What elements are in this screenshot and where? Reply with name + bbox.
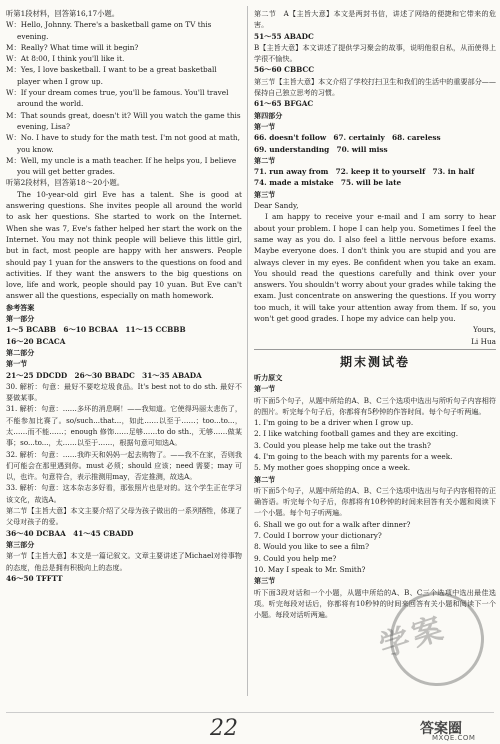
letter-signature: Li Hua xyxy=(471,336,496,346)
dialog-line: M：Well, my uncle is a math teacher. If he helps you, I believe you will get better grades. xyxy=(6,155,237,177)
listening-sentence: 1. I'm going to be a driver when I grow up. xyxy=(254,418,414,428)
listening-sentence: 7. Could I borrow your dictionary? xyxy=(254,531,382,541)
letter-body: I am happy to receive your e-mail and I am sorry to hear about your problem. I hope I can help you. Sometimes I feel the same way as you do. I also feel a little nervous before exams. Maybe everyone does. I don't think you are stupid and you are always clever in my eyes. Be confident when you take an exam. You should read the questions carefully and think over your answers. You shouldn't worry about your grades while taking the exam. Just concentrate on answering the questions. If you worry too much, it will take your attention away from them. If so, you won't get good grades. I hope my advice can help you. xyxy=(254,212,496,324)
answers-1-15: 1～5 BCABB 6～10 BCBAA 11～15 CCBBB xyxy=(6,325,186,335)
fill-answers-line: 71. run away from 72. keep it to yourself 73. in half xyxy=(254,167,475,177)
part-4-heading: 第四部分 xyxy=(254,110,283,120)
part-2-heading: 第二部分 xyxy=(6,347,35,357)
section-2a-intro: 第二节 A【主旨大意】本文是两封书信，讲述了网络的便捷和它带来的危害。 xyxy=(254,9,496,30)
listening-sentence: 9. Could you help me? xyxy=(254,553,337,563)
letter-closing: Yours, xyxy=(473,325,496,335)
section-3-intro: 第三节【主旨大意】本文介绍了学校打扫卫生和我们的生活中的重要部分——保持自己独立思考的习惯。 xyxy=(254,76,496,98)
section-1-heading: 第一节 xyxy=(254,121,276,131)
letter-salutation: Dear Sandy, xyxy=(254,201,299,211)
fill-answers-line: 66. doesn't follow 67. certainly 68. careless xyxy=(254,133,441,143)
listening-passage: The 10-year-old girl Eve has a talent. She is good at answering questions. She invites people all around the world to ask her questions. She started to work on the Internet. When she was 7, Eve's father helped her start the work on the Internet. You may not think people will believe this little girl, but in fact, most people are happy with her answers. People should pay 1 yuan for the answers to the questions on food and activities. If they want the answers to the big questions on love, life and work, people should pay 10 yuan. But Eve can't answer all the questions, especially on math homework. xyxy=(6,189,242,301)
dialog-line: M：That sounds great, doesn't it? Will you watch the game this evening, Lisa? xyxy=(6,110,241,131)
listening-sentence: 4. I'm going to the beach with my parents for a week. xyxy=(254,451,453,461)
section-2b-intro: B【主旨大意】本文讲述了提供学习聚会的故事，说明他很自私，从而使得上学很不愉快。 xyxy=(254,42,496,64)
answers-16-20: 16～20 BCACA xyxy=(6,336,66,346)
section-2-heading: 第二节 xyxy=(254,155,276,165)
dialog-line: W：If your dream comes true, you'll be famous. You'll travel around the world. xyxy=(6,88,229,109)
part-3-heading: 第三部分 xyxy=(6,539,35,549)
section-rule xyxy=(254,349,496,350)
answers-36-45: 36～40 DCBAA 41～45 CBADD xyxy=(6,528,134,538)
exam-title: 期末测试卷 xyxy=(339,354,410,369)
part-3-intro: 第一节【主旨大意】本文是一篇记叙文。文章主要讲述了Michael对待事物的态度，他总是拥有积极向上的态度。 xyxy=(6,551,242,572)
dialog-line: W：Hello, Johnny. There's a basketball game on TV this evening. xyxy=(6,20,212,41)
listening-section-2-intro: 听下面5个句子，从题中所给的A、B、C三个选项中选出与句子内容相符的正确答语。听完每个句子后，你都将有10秒钟的时间来回答有关小题和阅读下一个小题。每个句子听两遍。 xyxy=(254,485,496,518)
listening-sentence: 8. Would you like to see a film? xyxy=(254,542,370,552)
page-number: 22 xyxy=(210,716,238,741)
answers-title: 参考答案 xyxy=(6,302,35,312)
section-3-heading: 第三节 xyxy=(254,189,276,199)
dialog-line: M：Really? What time will it begin? xyxy=(6,42,139,52)
listening-section-3: 第三节 xyxy=(254,576,276,586)
section-2-intro: 第二节【主旨大意】本文主要介绍了父母为孩子做出的一系列牺牲，体现了父母对孩子的爱。 xyxy=(6,506,242,527)
answers-51-55: 51～55 ABADC xyxy=(254,31,314,41)
note-33: 33. 解析：句意：这本杂志多好看，那张照片也是对的。这个学生正在学习该文化，故选A。 xyxy=(6,483,242,504)
footer-rule xyxy=(6,712,494,713)
left-column xyxy=(6,8,242,584)
note-32: 32. 解析：句意：……我昨天和妈妈一起去购物了。——我不在家，否则我们可能会在那里遇到你。must 必须；should 应该；need 需要；may 可以，也许。句意符合，表示推测用may，否定推测，故选A。 xyxy=(6,449,242,482)
listening-section-1-intro: 听下面5个句子，从题中所给的A、B、C三个选项中选出与所听句子内容相符的图片。听完每个句子后，你都将有5秒钟的作答时间。每个句子听两遍。 xyxy=(254,395,496,416)
dialog-line: W：No. I have to study for the math test. I'm not good at math, you know. xyxy=(6,133,240,154)
dialog-line: M：Yes, I love basketball. I want to be a great basketball player when I grow up. xyxy=(6,65,217,86)
listen-intro-2: 听第2段材料，回答第18～20小题。 xyxy=(6,178,125,188)
watermark-stamp: 学案 xyxy=(375,610,451,665)
answers-61-65: 61～65 BFGAC xyxy=(254,99,314,109)
part-1-heading: 第一部分 xyxy=(6,314,35,324)
listening-sentence: 6. Shall we go out for a walk after dinner? xyxy=(254,519,411,529)
note-31: 31. 解析：句意：……多坏的消息啊！——我知道。它使得玛丽太悲伤了，不能参加比赛了。so/such...that...，如此……以至于……；too...to...，太……而不能……；enough 修饰……足够……to do sth.，无够……做某事；so...to...，太……以至于……，根据句意可知选A。 xyxy=(6,404,242,448)
section-1-heading: 第一节 xyxy=(6,359,28,369)
listening-sentence: 10. May I speak to Mr. Smith? xyxy=(254,564,366,574)
listening-section-2: 第二节 xyxy=(254,474,276,484)
dialog xyxy=(6,19,242,177)
site-url: MXQE.COM xyxy=(432,734,476,742)
answers-21-35: 21～25 DDCDD 26～30 BBADC 31～35 ABADA xyxy=(6,370,202,380)
listening-sentence: 5. My mother goes shopping once a week. xyxy=(254,463,411,473)
column-divider xyxy=(247,6,248,696)
fill-answers-line: 69. understanding 70. will miss xyxy=(254,144,388,154)
listening-section-3-intro: 听下面3段对话和一个小题，从题中所给的A、B、C三个选项中选出最佳选项。听完每段对话后，你都将有10秒钟的时间来回答有关小题和阅读下一个小题。每段对话听两遍。 xyxy=(254,587,496,620)
listening-script-heading: 听力原文 xyxy=(254,372,283,382)
answers-46-50: 46～50 TFFTT xyxy=(6,573,63,583)
fill-answers-line: 74. made a mistake 75. will be late xyxy=(254,178,402,188)
listen-intro-1: 听第1段材料，回答第16,17小题。 xyxy=(6,9,120,18)
right-column xyxy=(254,8,496,620)
note-30: 30. 解析：句意：最好不要吃垃圾食品。It's best not to do sth. 最好不要做某事。 xyxy=(6,381,242,403)
listening-sentence: 3. Could you please help me take out the trash? xyxy=(254,440,431,450)
site-logo: 答案圈 xyxy=(420,721,462,737)
listening-sentence: 2. I like watching football games and they are exciting. xyxy=(254,429,459,439)
dialog-line: W：At 8:00, I think you'll like it. xyxy=(6,54,125,64)
answers-56-60: 56～60 CBBCC xyxy=(254,65,315,75)
listening-section-1: 第一节 xyxy=(254,384,276,394)
